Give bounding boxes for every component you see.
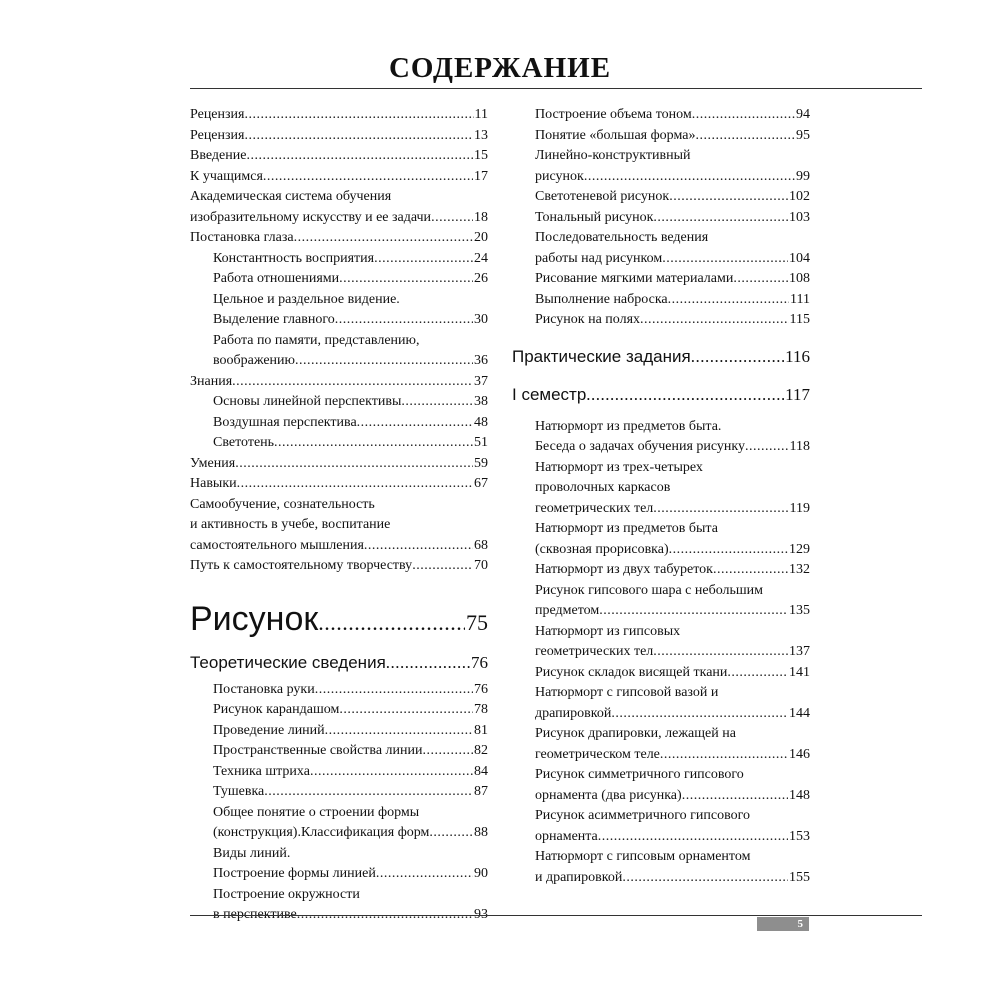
toc-entry-title: воображению (213, 353, 295, 368)
toc-entry-title: Натюрморт из предметов быта. (535, 418, 722, 434)
toc-entry-title: в перспективе (213, 907, 297, 922)
toc-entry-page-number: 155 (789, 869, 810, 885)
toc-entry-title: Общее понятие о строении формы (213, 804, 420, 820)
toc-entry[interactable] (190, 721, 488, 742)
toc-entry-title: Работа по памяти, представлению, (213, 332, 420, 348)
toc-entry-title: Беседа о задачах обучения рисунку (535, 439, 746, 454)
toc-entry-page-number: 26 (474, 271, 488, 286)
toc-entry-title: работы над рисунком (535, 250, 663, 266)
toc-entry-page-number: 146 (789, 746, 810, 762)
toc-entry[interactable] (512, 187, 810, 208)
toc-entry-page-number: 103 (789, 209, 810, 225)
toc-entry[interactable] (512, 126, 810, 147)
toc-left-bottom-list (190, 680, 488, 926)
toc-entry[interactable] (512, 105, 810, 126)
toc-entry-page-number: 148 (789, 787, 810, 803)
leader-dots (364, 536, 473, 557)
leader-dots (640, 310, 788, 331)
leader-dots (246, 146, 473, 167)
leader-dots (431, 208, 473, 229)
leader-dots (244, 126, 473, 147)
toc-entry-title: Тушевка (213, 784, 265, 799)
toc-entry-title: геометрических тел (535, 644, 654, 659)
toc-entry-page-number: 20 (474, 230, 488, 245)
toc-entry[interactable] (512, 683, 810, 724)
toc-entry-title: Последовательность ведения (535, 230, 709, 245)
toc-entry-title: геометрическом теле (535, 746, 660, 762)
toc-entry-page-number: 153 (789, 828, 810, 844)
toc-entry-title: Умения (190, 455, 236, 471)
toc-entry-page-number: 129 (789, 541, 810, 557)
toc-entry-title: Цельное и раздельное видение. (213, 291, 400, 307)
leader-dots (611, 704, 788, 725)
toc-entry-page-number: 118 (789, 439, 810, 454)
toc-entry-page-number: 84 (474, 763, 488, 779)
toc-entry-title: Натюрморт из гипсовых (535, 623, 681, 639)
page-number-tab: 5 (757, 917, 809, 931)
leader-dots (598, 827, 788, 848)
toc-entry[interactable] (190, 700, 488, 721)
leader-dots (412, 556, 473, 577)
toc-entry-title: Рисунок драпировки, лежащей на (535, 726, 736, 741)
toc-entry-title: Натюрморт из предметов быта (535, 521, 718, 536)
toc-entry[interactable] (190, 844, 488, 865)
toc-entry[interactable] (512, 458, 810, 520)
toc-entry-title: Рисунок симметричного гипсового (535, 767, 744, 782)
toc-left-column (190, 105, 488, 926)
toc-entry[interactable] (190, 290, 488, 331)
toc-entry[interactable] (512, 290, 810, 311)
leader-dots (691, 345, 784, 369)
toc-entry[interactable] (512, 228, 810, 269)
toc-entry-title: Работа отношениями (213, 271, 340, 286)
leader-dots (295, 351, 473, 372)
toc-entry-title: Основы линейной перспективы (213, 394, 402, 409)
toc-entry-title: самостоятельного мышления (190, 537, 364, 553)
toc-entry-title: Выполнение наброска (535, 291, 668, 307)
page-title: СОДЕРЖАНИЕ (388, 52, 612, 84)
toc-entry-title: Рецензия (190, 127, 245, 143)
leader-dots (669, 540, 788, 561)
leader-dots (662, 249, 788, 270)
toc-entry-page-number: 87 (474, 784, 488, 799)
toc-entry-title: Рисунок гипсового шара с небольшим (535, 582, 764, 598)
toc-entry-page-number: 30 (474, 312, 488, 327)
toc-entry[interactable] (190, 413, 488, 434)
toc-entry-page-number: 51 (474, 435, 488, 450)
toc-entry[interactable] (190, 474, 488, 495)
toc-entry-title: Путь к самостоятельному творчеству (190, 558, 413, 573)
leader-dots (586, 383, 784, 407)
toc-entry[interactable] (512, 724, 810, 765)
leader-dots (376, 864, 473, 885)
toc-entry-page-number: 132 (789, 562, 810, 577)
toc-entry-title: (сквозная прорисовка) (535, 541, 669, 557)
leader-dots (695, 126, 795, 147)
toc-entry-page-number: 137 (789, 644, 810, 659)
toc-entry[interactable] (190, 105, 488, 126)
toc-entry-title: (конструкция).Классификация форм (213, 825, 430, 840)
toc-entry-title: Построение формы линией (213, 866, 376, 881)
toc-entry-page-number: 13 (474, 127, 488, 143)
toc-entry[interactable] (190, 495, 488, 557)
toc-subsection-theory[interactable] (190, 651, 488, 675)
leader-dots (339, 269, 473, 290)
toc-entry-page-number: 115 (789, 312, 810, 327)
toc-entry[interactable] (190, 228, 488, 249)
leader-dots (745, 437, 789, 458)
toc-entry[interactable] (190, 331, 488, 372)
toc-entry-title: Постановка глаза (190, 230, 294, 245)
leader-dots (668, 290, 789, 311)
toc-entry-page-number: 104 (789, 250, 810, 266)
leader-dots (653, 208, 788, 229)
toc-entry-title: Понятие «большая форма» (535, 127, 696, 143)
toc-entry-page-number: 102 (789, 189, 810, 204)
toc-entry[interactable] (190, 146, 488, 167)
toc-entry[interactable] (190, 433, 488, 454)
toc-entry[interactable] (190, 454, 488, 475)
subsection-page-number: 76 (471, 652, 488, 672)
leader-dots (733, 269, 788, 290)
toc-entry-title: Навыки (190, 476, 237, 491)
leader-dots (653, 642, 788, 663)
toc-entry-title: Рисование мягкими материалами (535, 271, 734, 286)
toc-entry-title: орнамента (два рисунка) (535, 787, 682, 803)
leader-dots (274, 433, 473, 454)
section-page-number: 117 (785, 384, 810, 404)
toc-entry-page-number: 82 (474, 743, 488, 758)
leader-dots (401, 392, 473, 413)
toc-entry-title: Проведение линий (213, 722, 325, 738)
leader-dots (244, 105, 473, 126)
toc-entry-title: Натюрморт из двух табуреток (535, 562, 713, 577)
toc-entry-title: Натюрморт с гипсовым орнаментом (535, 849, 751, 864)
bottom-rule (190, 915, 922, 916)
section-page-number: 75 (466, 609, 488, 635)
toc-entry-page-number: 18 (474, 209, 488, 225)
toc-right-top-list (512, 105, 810, 331)
toc-entry-title: и активность в учебе, воспитание (190, 517, 391, 532)
toc-entry-page-number: 81 (474, 722, 488, 738)
leader-dots (325, 721, 473, 742)
toc-entry-title: Построение объема тоном (535, 107, 692, 122)
toc-right-bottom-list (512, 417, 810, 889)
toc-entry-page-number: 15 (474, 148, 488, 163)
toc-entry[interactable] (512, 806, 810, 847)
toc-entry[interactable] (190, 741, 488, 762)
toc-entry[interactable] (190, 126, 488, 147)
section-title: Практические задания (512, 346, 691, 366)
toc-entry-title: Рисунок карандашом (213, 702, 340, 717)
toc-entry[interactable] (512, 208, 810, 229)
toc-entry[interactable] (512, 417, 810, 458)
toc-entry-title: Светотеневой рисунок (535, 189, 670, 204)
toc-entry-page-number: 93 (474, 907, 488, 922)
toc-entry-page-number: 141 (789, 664, 810, 680)
toc-entry-title: предметом (535, 603, 600, 618)
leader-dots (660, 745, 788, 766)
toc-entry-page-number: 67 (474, 476, 488, 491)
toc-section-semester-1[interactable] (512, 383, 810, 407)
toc-entry-title: и драпировкой (535, 869, 623, 885)
section-page-number: 116 (785, 346, 810, 366)
toc-entry-title: Академическая система обучения (190, 189, 392, 204)
toc-entry-page-number: 108 (789, 271, 810, 286)
toc-entry-title: орнамента (535, 828, 598, 844)
leader-dots (335, 310, 473, 331)
leader-dots (310, 762, 473, 783)
toc-entry-title: Рисунок складок висящей ткани (535, 664, 728, 680)
toc-entry[interactable] (512, 146, 810, 187)
subsection-title: Теоретические сведения (190, 652, 386, 672)
toc-entry-title: Постановка руки (213, 681, 315, 697)
leader-dots (263, 167, 473, 188)
toc-entry-title: Линейно-конструктивный (535, 148, 691, 163)
toc-entry-title: Пространственные свойства линии (213, 743, 423, 758)
toc-entry[interactable] (190, 392, 488, 413)
toc-entry-title: рисунок (535, 168, 584, 184)
toc-entry-title: Воздушная перспектива (213, 414, 357, 430)
leader-dots (584, 167, 795, 188)
leader-dots (692, 105, 795, 126)
leader-dots (713, 560, 788, 581)
toc-left-top-list (190, 105, 488, 577)
toc-entry[interactable] (512, 519, 810, 560)
toc-entry[interactable] (512, 765, 810, 806)
toc-entry-page-number: 135 (789, 603, 810, 618)
toc-entry-page-number: 94 (796, 107, 810, 122)
toc-entry-page-number: 90 (474, 866, 488, 881)
toc-entry[interactable] (512, 622, 810, 663)
leader-dots (653, 499, 788, 520)
toc-entry-page-number: 37 (474, 373, 488, 389)
toc-entry[interactable] (512, 310, 810, 331)
toc-entry-page-number: 38 (474, 394, 488, 409)
toc-entry-title: Тональный рисунок (535, 209, 654, 225)
toc-entry[interactable] (512, 560, 810, 581)
toc-entry-page-number: 11 (474, 107, 488, 122)
toc-entry-title: Самообучение, сознательность (190, 496, 375, 512)
toc-entry-title: Знания (190, 373, 233, 389)
toc-entry-title: К учащимся (190, 168, 263, 184)
toc-entry-title: Светотень (213, 435, 275, 450)
toc-entry-page-number: 95 (796, 127, 810, 143)
toc-entry-page-number: 111 (790, 291, 810, 307)
toc-entry-title: Натюрморт с гипсовой вазой и (535, 685, 719, 700)
leader-dots (727, 663, 788, 684)
toc-right-column (512, 105, 810, 888)
toc-entry-title: Рисунок асимметричного гипсового (535, 808, 751, 823)
toc-entry[interactable] (190, 269, 488, 290)
leader-dots (429, 823, 473, 844)
toc-entry[interactable] (190, 680, 488, 701)
toc-entry[interactable] (190, 782, 488, 803)
toc-entry-title: Техника штриха (213, 763, 310, 779)
toc-entry[interactable] (190, 864, 488, 885)
leader-dots (682, 786, 788, 807)
leader-dots (318, 603, 465, 643)
leader-dots (315, 680, 473, 701)
toc-entry-page-number: 144 (789, 705, 810, 721)
leader-dots (374, 249, 473, 270)
leader-dots (232, 372, 473, 393)
leader-dots (357, 413, 473, 434)
top-rule (190, 88, 922, 89)
leader-dots (669, 187, 788, 208)
toc-entry-title: Натюрморт из трех-четырех (535, 459, 703, 475)
toc-entry-page-number: 48 (474, 414, 488, 430)
toc-entry-title: Введение (190, 148, 247, 163)
toc-section-practical[interactable] (512, 345, 810, 369)
toc-entry[interactable] (190, 556, 488, 577)
toc-entry-page-number: 119 (789, 500, 810, 516)
toc-entry[interactable] (190, 803, 488, 844)
toc-entry-title: Виды линий. (213, 845, 291, 861)
toc-entry-title: Выделение главного (213, 312, 335, 327)
toc-entry[interactable] (512, 269, 810, 290)
leader-dots (339, 700, 473, 721)
toc-entry-page-number: 88 (474, 825, 488, 840)
toc-entry[interactable] (190, 762, 488, 783)
leader-dots (386, 651, 470, 675)
leader-dots (599, 601, 788, 622)
toc-entry-title: Построение окружности (213, 886, 360, 902)
toc-entry[interactable] (512, 847, 810, 888)
toc-entry[interactable] (190, 187, 488, 228)
toc-entry[interactable] (512, 581, 810, 622)
toc-entry-title: Константность восприятия (213, 250, 375, 266)
leader-dots (235, 454, 473, 475)
toc-entry-title: Рецензия (190, 107, 245, 122)
toc-entry-title: изобразительному искусству и ее задачи (190, 209, 432, 225)
toc-entry[interactable] (190, 249, 488, 270)
toc-entry-page-number: 76 (474, 681, 488, 697)
leader-dots (622, 868, 788, 889)
toc-entry-page-number: 59 (474, 455, 488, 471)
toc-entry-page-number: 24 (474, 250, 488, 266)
leader-dots (423, 741, 474, 762)
leader-dots (237, 474, 473, 495)
toc-entry-page-number: 36 (474, 353, 488, 368)
section-title: Рисунок (190, 599, 319, 638)
toc-entry-page-number: 78 (474, 702, 488, 717)
toc-entry[interactable] (190, 885, 488, 926)
toc-entry[interactable] (512, 663, 810, 684)
toc-entry[interactable] (190, 167, 488, 188)
toc-entry-title: проволочных каркасов (535, 480, 671, 495)
toc-entry-title: геометрических тел (535, 500, 654, 516)
leader-dots (294, 228, 473, 249)
toc-entry-page-number: 70 (474, 558, 488, 573)
section-title: I семестр (512, 384, 587, 404)
toc-entry-page-number: 17 (474, 168, 488, 184)
leader-dots (264, 782, 473, 803)
toc-entry-title: драпировкой (535, 705, 612, 721)
toc-entry-page-number: 68 (474, 537, 488, 553)
toc-section-risunok[interactable] (190, 599, 488, 643)
toc-entry[interactable] (190, 372, 488, 393)
toc-entry-title: Рисунок на полях (535, 312, 641, 327)
toc-entry-page-number: 99 (796, 168, 810, 184)
